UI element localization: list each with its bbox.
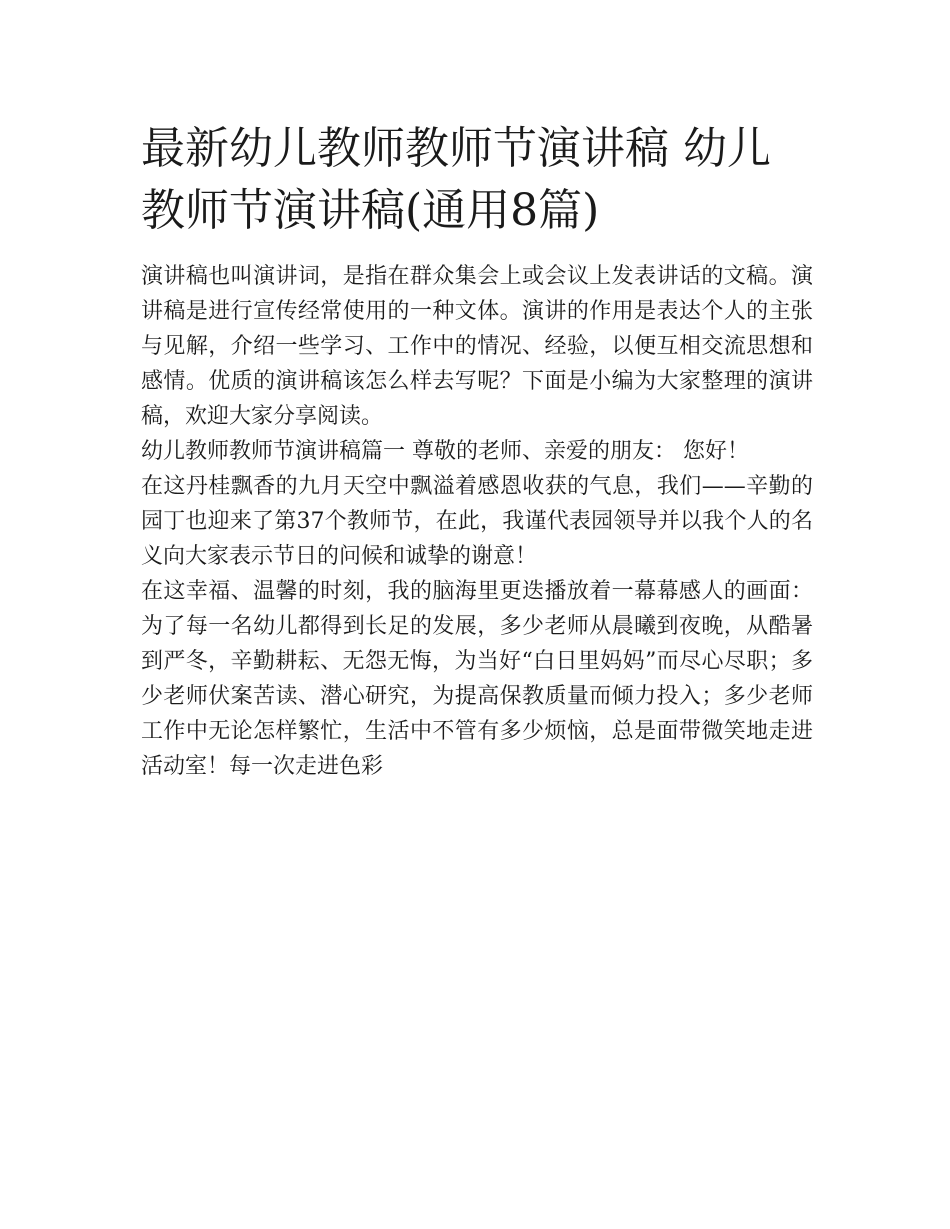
intro-paragraph: 演讲稿也叫演讲词，是指在群众集会上或会议上发表讲话的文稿。演讲稿是进行宣传经常使用的一种文体。演讲的作用是表达个人的主张与见解，介绍一些学习、工作中的情况、经验，以便互相交流思想和感情。优质的演讲稿该怎么样去写呢？下面是小编为大家整理的演讲稿，欢迎大家分享阅读。 (141, 264, 813, 429)
document-title: 最新幼儿教师教师节演讲稿 幼儿教师节演讲稿(通用8篇) (141, 123, 771, 236)
body-paragraph-1: 在这丹桂飘香的九月天空中飘溢着感恩收获的气息，我们——辛勤的园丁也迎来了第37个教师节，在此，我谨代表园领导并以我个人的名义向大家表示节日的问候和诚挚的谢意！ (141, 474, 813, 569)
speech-heading-paragraph: 幼儿教师教师节演讲稿篇一 尊敬的老师、亲爱的朋友： 您好！ (141, 439, 749, 464)
body-paragraph-2: 在这幸福、温馨的时刻，我的脑海里更迭播放着一幕幕感人的画面：为了每一名幼儿都得到长足的发展，多少老师从晨曦到夜晚，从酷暑到严冬，辛勤耕耘、无怨无悔，为当好“白日里妈妈”而尽心尽职；多少老师伏案苦读、潜心研究，为提高保教质量而倾力投入；多少老师工作中无论怎样繁忙，生活中不管有多少烦恼，总是面带微笑地走进活动室！每一次走进色彩 (141, 579, 813, 779)
document-content (141, 118, 813, 784)
